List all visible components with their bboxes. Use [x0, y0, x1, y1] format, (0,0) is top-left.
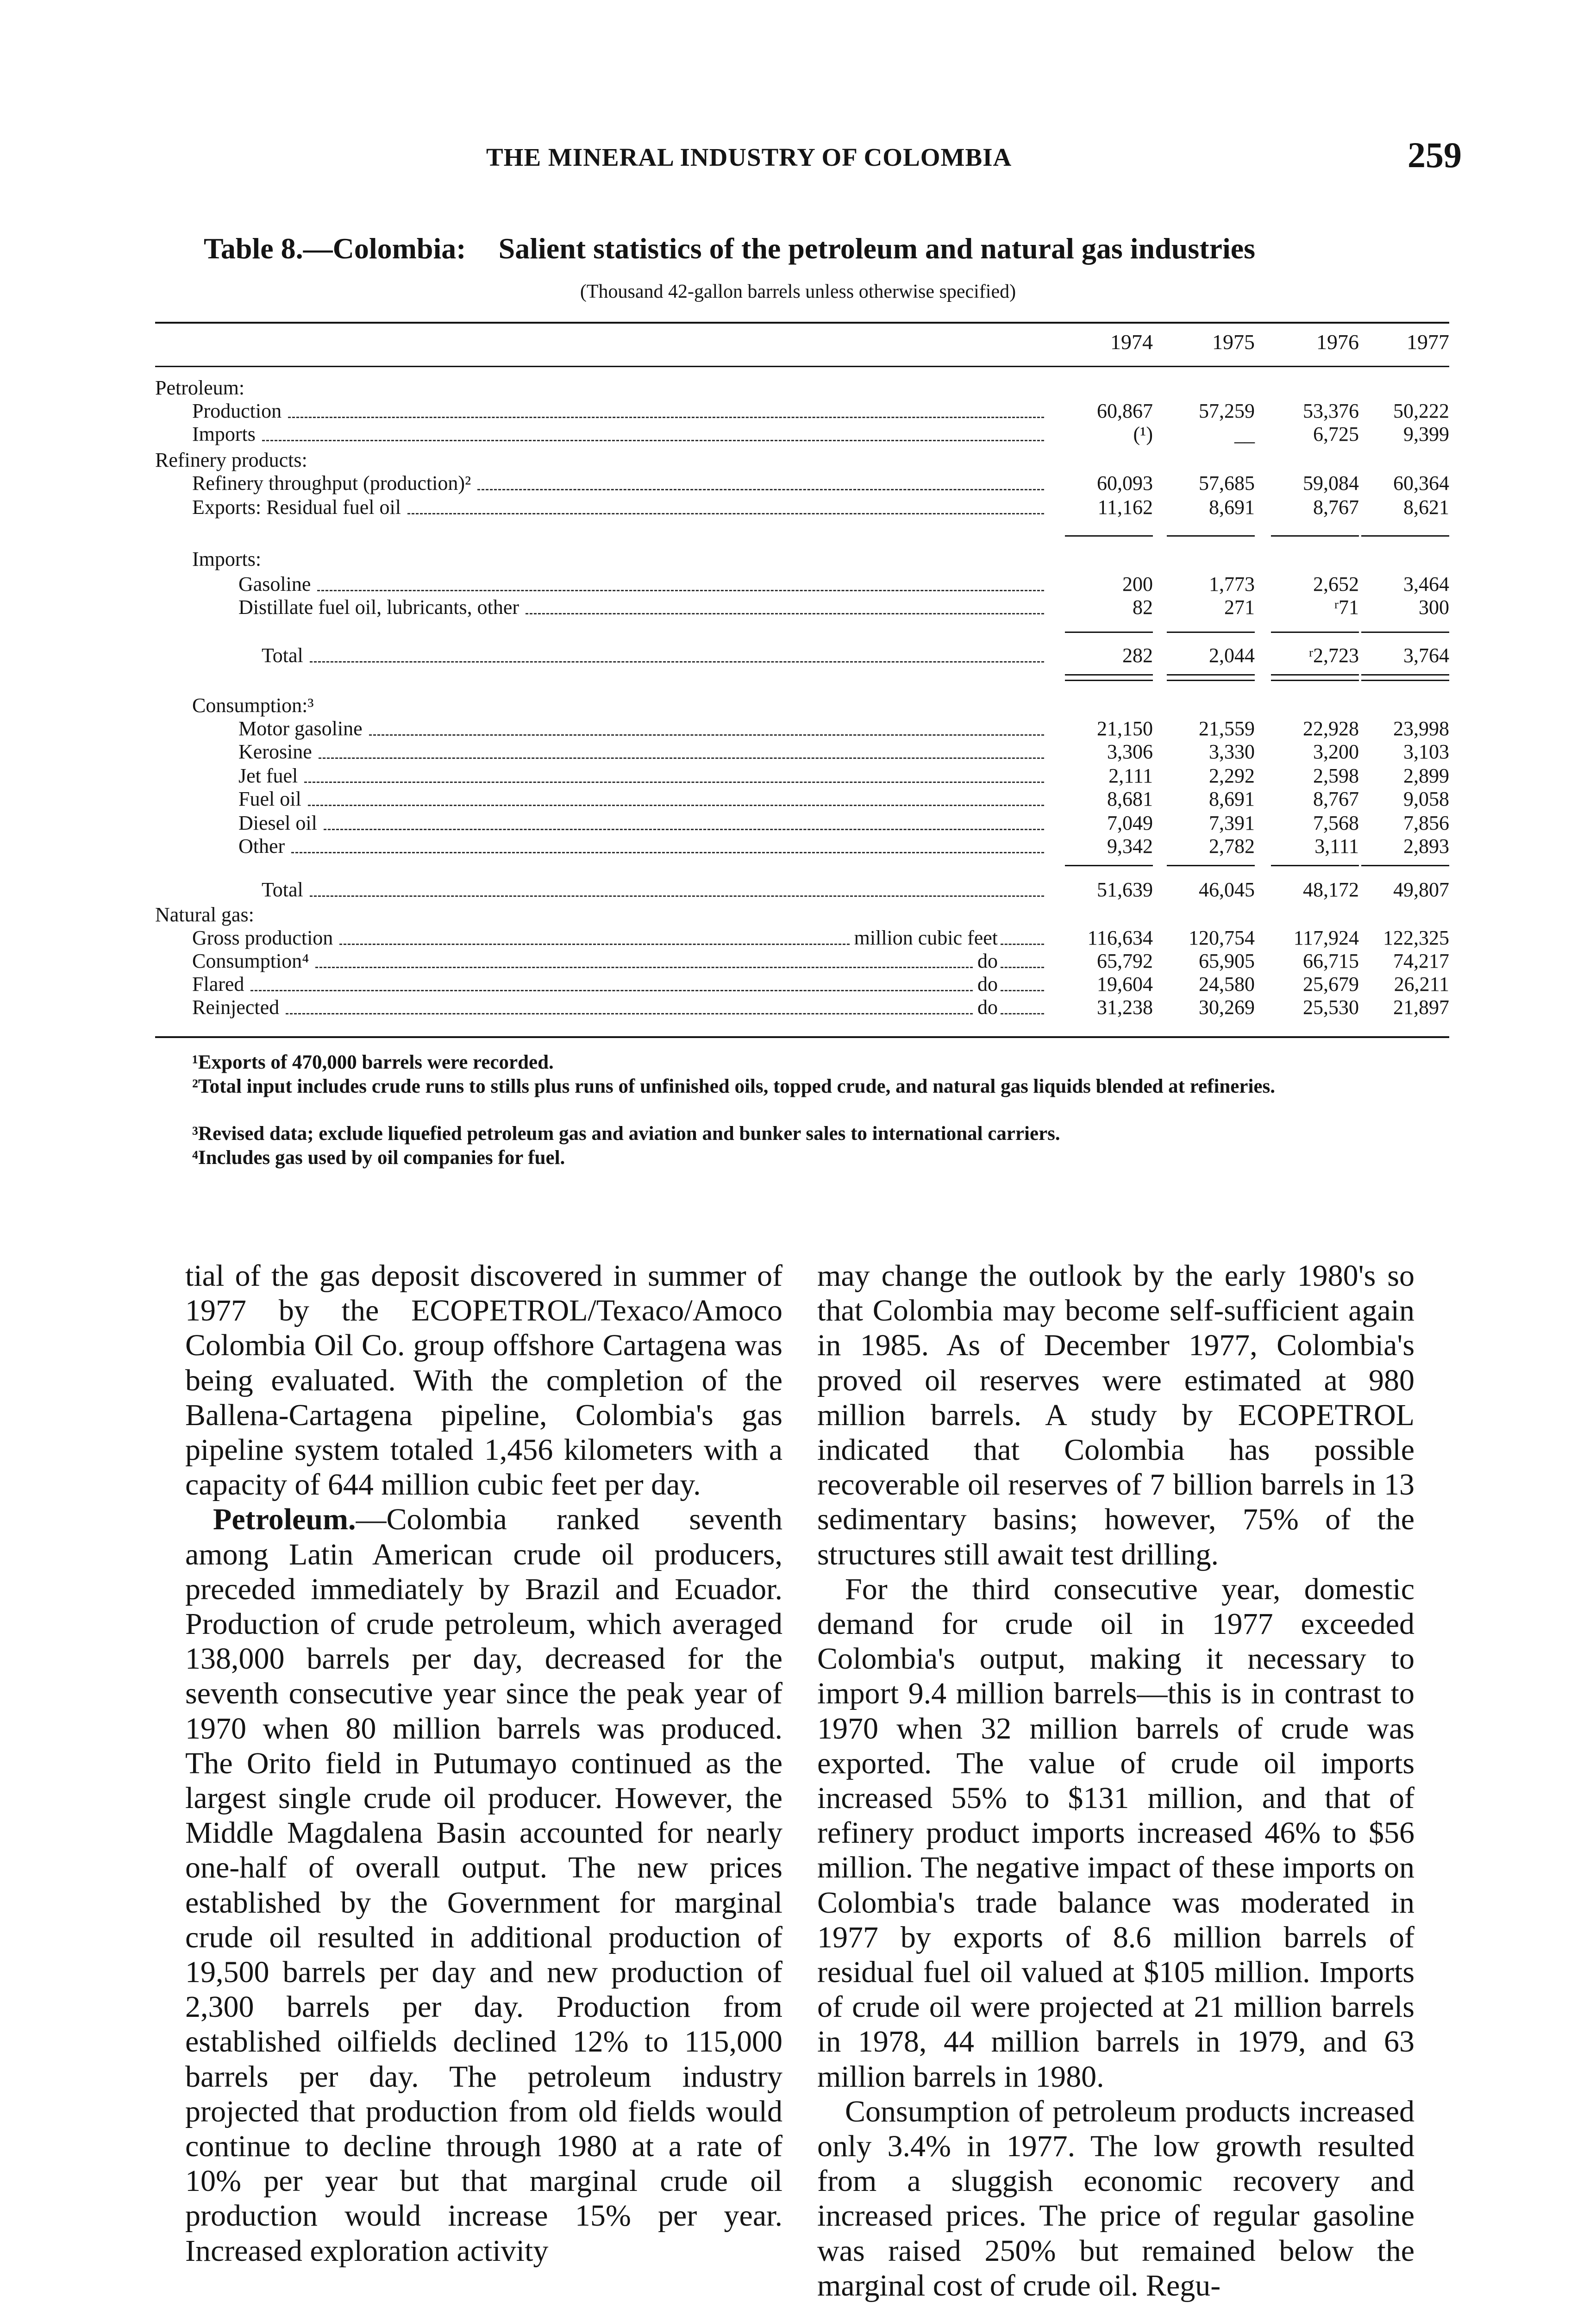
total-rule — [1065, 680, 1153, 681]
table-cell: 117,924 — [1293, 926, 1359, 949]
dot-leader — [262, 416, 1044, 441]
table-cell: 9,058 — [1403, 788, 1449, 810]
body-column-right — [817, 1258, 1414, 2303]
row-label: Refinery throughput (production)² — [192, 472, 471, 494]
paragraph-text: For the third consecutive year, domestic demand for crude oil in 1977 exceeded Colombia's output, making it necessary to import 9.4 million barrels—this is in contrast to 1970 when 32 million barrels of crude was exported. The value of crude oil imports increased 55% to $131 million, and that of refinery product imports increased 46% to $56 million. The negative impact of these imports on Colombia's trade balance was moderated in 1977 by exports of 8.6 million barrels of residual fuel oil valued at $105 million. Imports of crude oil were projected at 21 million barrels in 1978, 44 million barrels in 1979, and 63 million barrels in 1980. — [817, 1572, 1414, 2094]
table-cell: 49,807 — [1393, 878, 1449, 901]
year-header-1977: 1977 — [1407, 330, 1449, 354]
table-cell: 9,399 — [1403, 423, 1449, 445]
row-label: Distillate fuel oil, lubricants, other — [238, 596, 519, 619]
row-label: Other — [238, 835, 285, 857]
footnote: ³Revised data; exclude liquefied petroleum gas and aviation and bunker sales to international carriers. — [192, 1123, 1060, 1145]
row-label: Production — [192, 400, 282, 422]
total-rule — [1065, 674, 1153, 676]
row-label: Imports: — [192, 548, 262, 570]
table-bottom-rule — [155, 1036, 1449, 1038]
row-label: Flared — [192, 973, 244, 995]
dot-leader — [315, 943, 973, 968]
dot-leader — [288, 393, 1044, 418]
table-cell: 116,634 — [1087, 926, 1153, 949]
table-cell: 22,928 — [1303, 717, 1359, 740]
table-cell: 2,292 — [1209, 764, 1255, 787]
total-rule — [1361, 680, 1449, 681]
table-cell: 2,044 — [1209, 644, 1255, 667]
body-column-left — [185, 1258, 782, 2268]
table-cell: 2,598 — [1313, 764, 1359, 787]
total-rule — [1167, 865, 1255, 866]
table-cell: 11,162 — [1097, 496, 1153, 519]
dot-leader — [1001, 920, 1044, 945]
table-subtitle: (Thousand 42-gallon barrels unless otherwise specified) — [580, 281, 1016, 302]
row-label: Motor gasoline — [238, 717, 363, 740]
table-cell: 60,364 — [1393, 472, 1449, 494]
table-cell: 8,691 — [1209, 496, 1255, 519]
table-cell: 2,111 — [1108, 764, 1153, 787]
row-label: Refinery products: — [155, 449, 307, 471]
table-row — [155, 495, 1449, 519]
paragraph-text: tial of the gas deposit discovered in summer of 1977 by the ECOPETROL/Texaco/Amoco Colombia Oil Co. group offshore Cartagena was being evaluated. With the completion of the Ballena-Cartagena pipeline, Colombia's gas pipeline system totaled 1,456 kilometers with a capacity of 644 million cubic feet per day. — [185, 1259, 782, 1502]
total-rule — [1271, 674, 1359, 676]
table-cell: 57,259 — [1199, 400, 1255, 422]
table-cell: 82 — [1133, 596, 1153, 619]
page-number: 259 — [1408, 135, 1462, 175]
table-cell: 7,568 — [1313, 812, 1359, 834]
table-cell: 21,150 — [1097, 717, 1153, 740]
table-cell: 19,604 — [1097, 973, 1153, 995]
table-cell: 23,998 — [1393, 717, 1449, 740]
table-cell: 51,639 — [1097, 878, 1153, 901]
table-cell: 3,464 — [1403, 573, 1449, 595]
total-rule — [1167, 674, 1255, 676]
row-unit: million cubic feet — [854, 926, 998, 949]
total-rule — [1361, 674, 1449, 676]
year-header-1976: 1976 — [1316, 330, 1359, 354]
table-cell: 3,764 — [1403, 644, 1449, 667]
table-cell: 8,621 — [1403, 496, 1449, 519]
dot-leader — [286, 989, 973, 1014]
total-rule — [1065, 632, 1153, 633]
table-cell: 53,376 — [1303, 400, 1359, 422]
dot-leader — [369, 710, 1044, 736]
paragraph-text: —Colombia ranked seventh among Latin American crude oil producers, preceded immediately by Brazil and Ecuador. Production of crude petroleum, which averaged 138,000 barrels per day, decreased for the seventh consecutive year since the peak year of 1970 when 80 million barrels was produced. The Orito field in Putumayo continued as the largest single crude oil producer. However, the Middle Magdalena Basin accounted for nearly one-half of overall output. The new prices established by the Government for marginal crude oil resulted in additional production of 19,500 barrels per day and new production of 2,300 barrels per day. Production from established oilfields declined 12% to 115,000 barrels per day. The petroleum industry projected that production from old fields would continue to decline through 1980 at a rate of 10% per year but that marginal crude oil production would increase 15% per year. Increased exploration activity — [185, 1502, 782, 2268]
table-title-text: Salient statistics of the petroleum and natural gas industries — [498, 232, 1256, 265]
table-cell: 65,792 — [1097, 950, 1153, 972]
dot-leader — [319, 733, 1044, 759]
table-row — [155, 644, 1449, 668]
row-label: Imports — [192, 423, 256, 445]
dot-leader — [1001, 943, 1044, 968]
table-cell: 66,715 — [1303, 950, 1359, 972]
dot-leader — [477, 465, 1044, 490]
table-cell: 8,691 — [1209, 788, 1255, 810]
total-rule — [1271, 535, 1359, 537]
table-row — [155, 834, 1449, 858]
table-cell: ʳ2,723 — [1308, 644, 1359, 667]
dot-leader — [526, 589, 1044, 614]
paragraph — [817, 2094, 1414, 2303]
paragraph — [185, 1502, 782, 2268]
table-cell: 282 — [1122, 644, 1153, 667]
table-cell: 31,238 — [1097, 996, 1153, 1019]
table-top-rule — [155, 322, 1449, 324]
paragraph — [817, 1258, 1414, 1572]
dot-leader — [308, 781, 1044, 806]
table-cell: 2,893 — [1403, 835, 1449, 857]
run-in-heading: Petroleum. — [213, 1502, 356, 1537]
table-cell: 7,049 — [1107, 812, 1153, 834]
table-cell: 8,681 — [1107, 788, 1153, 810]
table-cell: 6,725 — [1313, 423, 1359, 445]
table-cell: 60,867 — [1097, 400, 1153, 422]
row-label: Kerosine — [238, 740, 312, 763]
total-rule — [1271, 865, 1359, 866]
row-label: Gasoline — [238, 573, 311, 595]
table-cell: 3,103 — [1403, 740, 1449, 763]
row-label: Total — [262, 878, 303, 901]
table-cell: 46,045 — [1199, 878, 1255, 901]
total-rule — [1271, 680, 1359, 681]
table-cell: 7,391 — [1209, 812, 1255, 834]
table-cell: 26,211 — [1394, 973, 1449, 995]
table-cell: 60,093 — [1097, 472, 1153, 494]
row-label: Gross production — [192, 926, 333, 949]
total-rule — [1271, 632, 1359, 633]
table-cell: 48,172 — [1303, 878, 1359, 901]
dot-leader — [317, 566, 1044, 591]
table-cell: 50,222 — [1393, 400, 1449, 422]
row-label: Consumption:³ — [192, 694, 314, 717]
total-rule — [1167, 535, 1255, 537]
dot-leader — [339, 920, 849, 945]
total-rule — [1167, 680, 1255, 681]
table-cell: 74,217 — [1393, 950, 1449, 972]
row-unit: do — [977, 973, 998, 995]
total-rule — [1065, 865, 1153, 866]
row-label: Diesel oil — [238, 812, 317, 834]
table-cell: 271 — [1224, 596, 1255, 619]
table-row — [155, 878, 1449, 902]
footnote: ¹Exports of 470,000 barrels were recorded. — [192, 1051, 554, 1073]
table-cell: 25,530 — [1303, 996, 1359, 1019]
dot-leader — [324, 805, 1044, 830]
row-label: Reinjected — [192, 996, 280, 1019]
dot-leader — [1001, 989, 1044, 1014]
table-cell: 3,111 — [1314, 835, 1359, 857]
table-cell: 2,652 — [1313, 573, 1359, 595]
table-cell: 3,200 — [1313, 740, 1359, 763]
year-header-1974: 1974 — [1110, 330, 1153, 354]
row-label: Jet fuel — [238, 764, 298, 787]
table-cell: 7,856 — [1403, 812, 1449, 834]
paragraph — [817, 1572, 1414, 2094]
table-cell: 8,767 — [1313, 788, 1359, 810]
table-title — [204, 232, 1255, 266]
table-cell: 2,899 — [1403, 764, 1449, 787]
row-unit: do — [977, 996, 998, 1019]
table-cell: 21,897 — [1393, 996, 1449, 1019]
row-unit: do — [977, 950, 998, 972]
total-rule — [1361, 865, 1449, 866]
total-rule — [1167, 632, 1255, 633]
table-cell: 1,773 — [1209, 573, 1255, 595]
table-cell: 3,306 — [1107, 740, 1153, 763]
total-rule — [1361, 535, 1449, 537]
table-head-rule — [155, 366, 1449, 367]
table-cell: 122,325 — [1383, 926, 1449, 949]
row-label: Consumption⁴ — [192, 950, 309, 972]
dot-leader — [407, 489, 1044, 514]
table-label: Table 8.—Colombia: — [204, 232, 466, 265]
running-head: THE MINERAL INDUSTRY OF COLOMBIA — [486, 143, 1012, 171]
dot-leader — [250, 966, 973, 991]
year-header-1975: 1975 — [1212, 330, 1255, 354]
dot-leader — [1001, 966, 1044, 991]
table-cell: ʳ71 — [1334, 596, 1359, 619]
table-cell: 30,269 — [1199, 996, 1255, 1019]
row-label: Total — [262, 644, 303, 667]
table-cell: 24,580 — [1199, 973, 1255, 995]
paragraph-text: may change the outlook by the early 1980's so that Colombia may become self-sufficient again in 1985. As of December 1977, Colombia's proved oil reserves were estimated at 980 million barrels. A study by ECOPETROL indicated that Colombia has possible recoverable oil reserves of 7 billion barrels in 13 sedimentary basins; however, 75% of the structures still await test drilling. — [817, 1259, 1414, 1571]
table-cell: (¹) — [1133, 423, 1153, 445]
table-cell: 200 — [1122, 573, 1153, 595]
table-cell: 59,084 — [1303, 472, 1359, 494]
table-cell: 9,342 — [1107, 835, 1153, 857]
table-cell: 8,767 — [1313, 496, 1359, 519]
table-cell: 57,685 — [1199, 472, 1255, 494]
dot-leader — [310, 637, 1044, 663]
dot-leader — [304, 757, 1044, 783]
table-row — [155, 595, 1449, 619]
table-row — [155, 995, 1449, 1020]
table-cell: 65,905 — [1199, 950, 1255, 972]
table-cell: 21,559 — [1199, 717, 1255, 740]
row-label: Exports: Residual fuel oil — [192, 496, 401, 519]
row-label: Fuel oil — [238, 788, 301, 810]
table-row — [155, 422, 1449, 446]
footnote: ²Total input includes crude runs to stills plus runs of unfinished oils, topped crude, and natural gas liquids blended at refineries. — [192, 1076, 1275, 1097]
table-cell: 2,782 — [1209, 835, 1255, 857]
dot-leader — [310, 871, 1044, 897]
table-cell: __ — [1234, 423, 1255, 445]
total-rule — [1065, 535, 1153, 537]
table-cell: 25,679 — [1303, 973, 1359, 995]
row-label: Petroleum: — [155, 376, 245, 399]
table-cell: 300 — [1419, 596, 1449, 619]
total-rule — [1361, 632, 1449, 633]
dot-leader — [291, 828, 1044, 853]
table-cell: 120,754 — [1189, 926, 1255, 949]
row-label: Natural gas: — [155, 903, 254, 926]
paragraph — [185, 1258, 782, 1502]
table-cell: 3,330 — [1209, 740, 1255, 763]
footnote: ⁴Includes gas used by oil companies for fuel. — [192, 1147, 565, 1169]
paragraph-text: Consumption of petroleum products increased only 3.4% in 1977. The low growth resulted from a sluggish economic recovery and increased prices. The price of regular gasoline was raised 250% but remained below the marginal cost of crude oil. Regu- — [817, 2094, 1414, 2302]
